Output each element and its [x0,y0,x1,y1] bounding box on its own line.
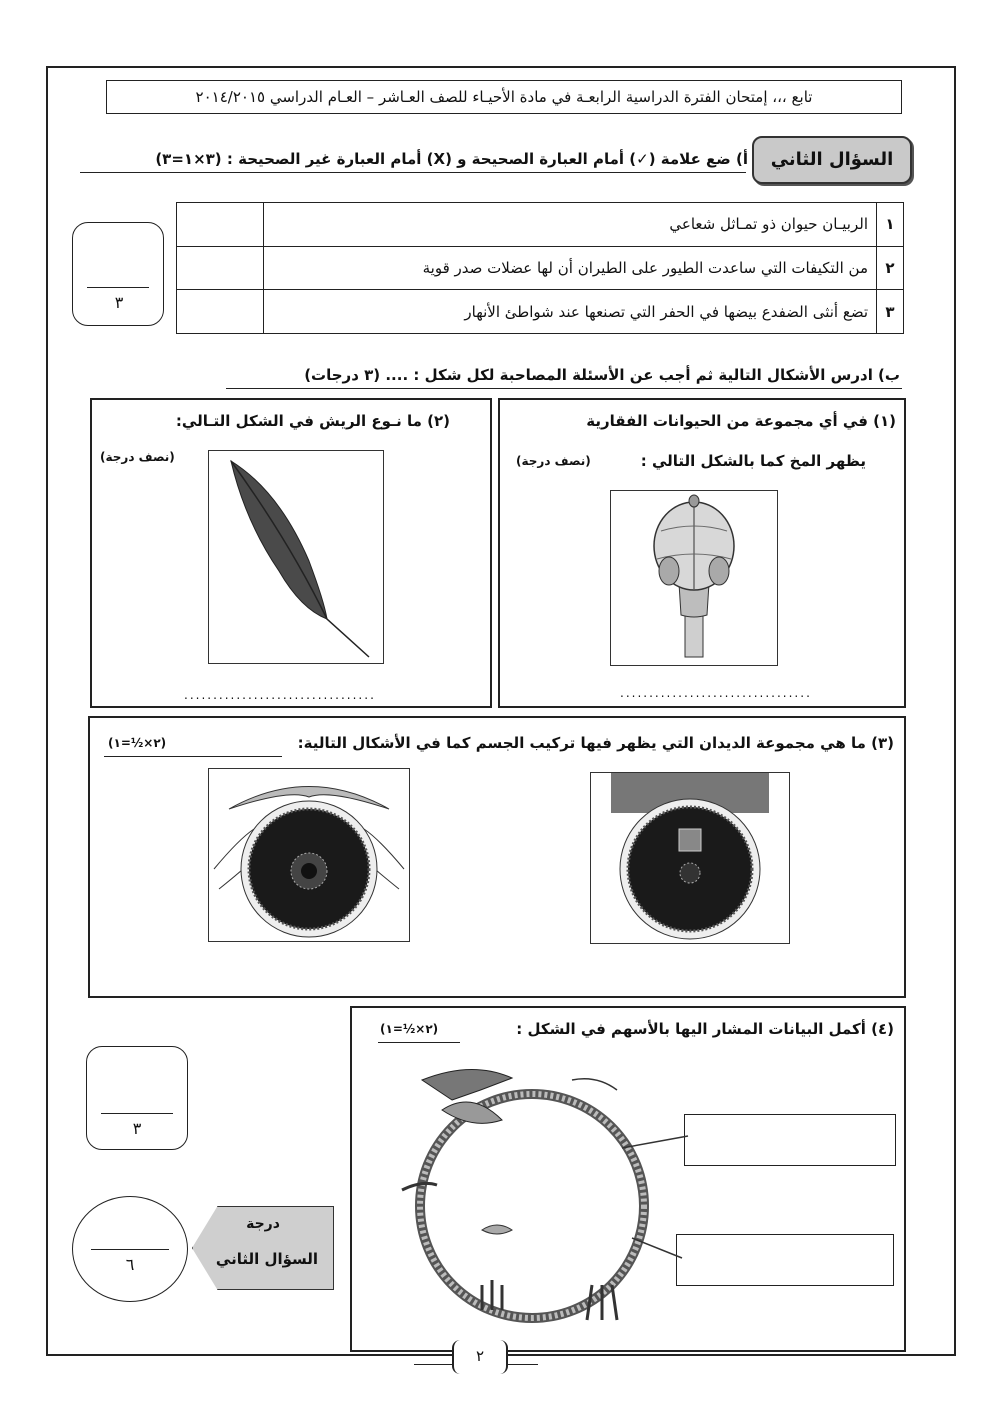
page-number: ٢ [452,1340,508,1374]
grade-tag-label-top: درجة [246,1216,280,1232]
total-score-circle [72,1196,188,1302]
item-number: ١ [877,203,904,247]
score-box-part-a [72,222,164,326]
answer-box-1[interactable] [684,1114,896,1166]
table-row [177,246,904,290]
score-value: ٣ [132,1119,142,1138]
q2-text-line1: (٢) ما نـوع الريش في الشكل التـالي: [175,412,450,430]
brain-image [610,490,778,666]
worm-section-right-image [590,772,790,944]
worm-cross-section-icon [591,773,789,943]
answer-dots: ................................. [620,686,812,700]
score-box-part-b [86,1046,188,1150]
item-text: تضع أنثى الضفدع بيضها في الحفر التي تصنعها عند شواطئ الأنهار [264,290,877,334]
q1-text-line1: (١) في أي مجموعة من الحيوانات الفقارية [586,412,896,430]
answer-cell[interactable] [177,246,264,290]
score-line [101,1113,173,1114]
answer-cell[interactable] [177,203,264,247]
panel-q2 [90,398,492,708]
feather-icon [209,451,383,663]
panel-q1 [498,398,906,708]
part-b-instruction: ب) ادرس الأشكال التالية ثم أجب عن الأسئلة المصاحبة لكل شكل : .... (٣ درجات) [304,366,900,384]
panel-q3 [88,716,906,998]
q1-mark: (نصف درجة) [516,454,591,468]
item-number: ٢ [877,246,904,290]
mark-underline [104,756,282,757]
true-false-table [176,202,904,334]
instruction-underline [226,388,902,389]
q4-mark: (٢×½=١) [380,1022,439,1036]
arrow-icon [612,1128,692,1268]
q4-text-line1: (٤) أكمل البيانات المشار اليها بالأسهم في الشكل : [516,1020,894,1038]
part-a-instruction: أ) ضع علامة (✓) أمام العبارة الصحيحة و (X) أمام العبارة غير الصحيحة : (٣×١=٣) [155,150,748,168]
score-value: ٣ [114,293,124,312]
item-text: الربيـان حيوان ذو تمـاثل شعاعي [264,203,877,247]
exam-header: تابع ،،، إمتحان الفترة الدراسية الرابعـة في مادة الأحيـاء للصف العـاشر – العـام الدراسي ٢٠١٤/٢٠١٥ [106,80,902,114]
brain-icon [611,491,777,665]
total-score-value: ٦ [125,1255,135,1274]
grade-tag-label-bottom: السؤال الثاني [215,1250,319,1268]
score-line [91,1249,169,1250]
item-text: من التكيفات التي ساعدت الطيور على الطيران أن لها عضلات صدر قوية [264,246,877,290]
q2-mark: (نصف درجة) [100,450,175,464]
mark-underline [378,1042,460,1043]
worm-section-left-image [208,768,410,942]
q3-mark: (٢×½=١) [108,736,167,750]
instruction-underline [80,172,746,173]
feather-image [208,450,384,664]
item-number: ٣ [877,290,904,334]
answer-cell[interactable] [177,290,264,334]
score-line [87,287,149,288]
answer-dots: ................................. [184,688,376,702]
panel-q4 [350,1006,906,1352]
worm-cross-section-icon [209,769,409,941]
q3-text-line1: (٣) ما هي مجموعة الديدان التي يظهر فيها تركيب الجسم كما في الأشكال التالية: [297,734,894,752]
answer-box-2[interactable] [676,1234,894,1286]
table-row [177,203,904,247]
table-row [177,290,904,334]
q1-text-line2: يظهر المخ كما بالشكل التالي : [640,452,866,470]
question-badge: السؤال الثاني [752,136,912,184]
